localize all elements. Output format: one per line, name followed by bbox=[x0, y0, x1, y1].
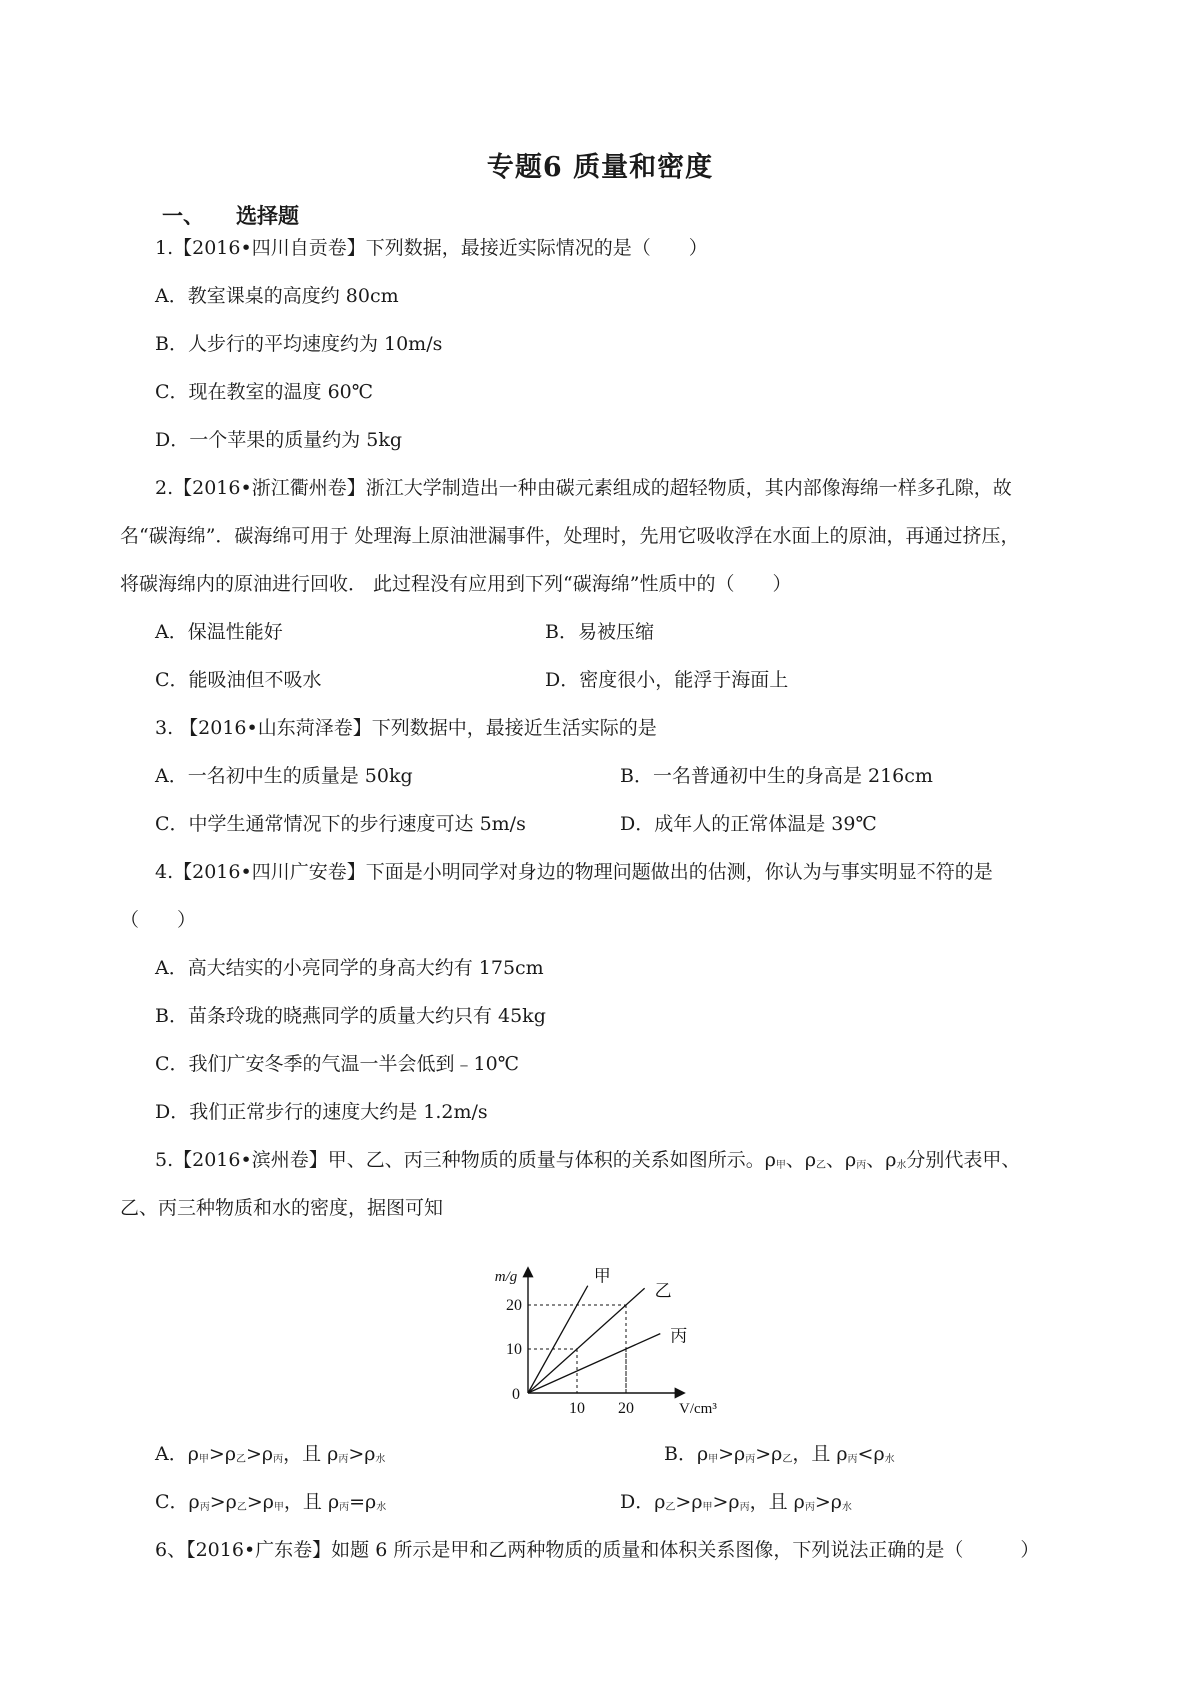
y-tick-label: 10 bbox=[506, 1341, 522, 1358]
q3-option-c: C．中学生通常情况下的步行速度可达 5m/s bbox=[155, 813, 526, 835]
section-number: 一、 bbox=[162, 203, 204, 228]
q6-stem: 6、【2016•广东卷】如题 6 所示是甲和乙两种物质的质量和体积关系图像，下列说法正确的是（ ） bbox=[155, 1539, 1040, 1561]
mass-volume-chart bbox=[488, 1255, 728, 1415]
q3-option-b: B．一名普通初中生的身高是 216cm bbox=[620, 765, 933, 787]
section-label: 选择题 bbox=[236, 203, 299, 228]
series-label-2: 丙 bbox=[670, 1326, 688, 1346]
q5-option-d: D．$\rho_乙>\rho_甲>\rho_丙$，且 $\rho_丙>\rho_水$ bbox=[620, 1491, 852, 1513]
q4-option-c: C．我们广安冬季的气温一半会低到﹣10℃ bbox=[155, 1053, 519, 1075]
x-tick-label: 20 bbox=[618, 1400, 634, 1415]
series-line-1 bbox=[528, 1288, 645, 1393]
q1-option-d: D．一个苹果的质量约为 5kg bbox=[155, 429, 403, 451]
q4-option-b: B．苗条玲珑的晓燕同学的质量大约只有 45kg bbox=[155, 1005, 546, 1027]
x-axis-label: V/cm³ bbox=[679, 1401, 717, 1415]
q2-option-a: A．保温性能好 bbox=[155, 621, 283, 643]
series-line-2 bbox=[528, 1334, 660, 1393]
q2-line-2: 名“碳海绵”．碳海绵可用于 处理海上原油泄漏事件，处理时，先用它吸收浮在水面上的原油，再通过挤压， bbox=[120, 525, 1020, 547]
q1-option-a: A．教室课桌的高度约 80cm bbox=[155, 285, 399, 307]
q5-stem: 5.【2016•滨州卷】甲、乙、丙三种物质的质量与体积的关系如图所示。$\rho_甲$、$\rho_乙$、$\rho_丙$、$\rho_水$分别代表甲、 bbox=[155, 1149, 1021, 1171]
q1-option-c: C．现在教室的温度 60℃ bbox=[155, 381, 374, 403]
q1-option-b: B．人步行的平均速度约为 10m/s bbox=[155, 333, 443, 355]
q2-option-c: C．能吸油但不吸水 bbox=[155, 669, 322, 691]
q3-stem: 3. 【2016•山东菏泽卷】下列数据中，最接近生活实际的是 bbox=[155, 717, 657, 739]
q1-stem: 1.【2016•四川自贡卷】下列数据，最接近实际情况的是（ ） bbox=[155, 237, 708, 259]
series-label-0: 甲 bbox=[593, 1266, 611, 1286]
q2-line-1: 2.【2016•浙江衢州卷】浙江大学制造出一种由碳元素组成的超轻物质，其内部像海绵一样多孔隙，故 bbox=[155, 477, 1012, 499]
series-line-0 bbox=[528, 1286, 588, 1393]
q4-stem: 4.【2016•四川广安卷】下面是小明同学对身边的物理问题做出的估测，你认为与事实明显不符的是 bbox=[155, 861, 993, 883]
y-axis-label: m/g bbox=[494, 1269, 518, 1285]
q5-option-c: C．$\rho_丙>\rho_乙>\rho_甲$，且 $\rho_丙=\rho_水$ bbox=[155, 1491, 387, 1513]
q2-option-d: D．密度很小，能浮于海面上 bbox=[545, 669, 789, 691]
q3-option-a: A．一名初中生的质量是 50kg bbox=[155, 765, 413, 787]
q2-option-b: B．易被压缩 bbox=[545, 621, 654, 643]
x-tick-label: 10 bbox=[569, 1400, 585, 1415]
q4-option-d: D．我们正常步行的速度大约是 1.2m/s bbox=[155, 1101, 488, 1123]
q5-option-b: B．$\rho_甲>\rho_丙>\rho_乙$，且 $\rho_丙<\rho_水$ bbox=[664, 1443, 895, 1465]
q5-option-a: A．$\rho_甲>\rho_乙>\rho_丙$，且 $\rho_丙>\rho_水$ bbox=[155, 1443, 386, 1465]
series-label-1: 乙 bbox=[654, 1281, 672, 1301]
q4-paren: （ ） bbox=[120, 909, 197, 931]
page-title: 专题6 质量和密度 bbox=[486, 152, 714, 183]
q4-option-a: A．高大结实的小亮同学的身高大约有 175cm bbox=[155, 957, 544, 979]
q3-option-d: D．成年人的正常体温是 39℃ bbox=[620, 813, 877, 835]
q2-line-3: 将碳海绵内的原油进行回收． 此过程没有应用到下列“碳海绵”性质中的（ ） bbox=[120, 573, 792, 595]
y-tick-label: 20 bbox=[506, 1297, 522, 1314]
origin-label: 0 bbox=[512, 1386, 520, 1403]
section-heading bbox=[162, 200, 299, 230]
q5-line-2: 乙、丙三种物质和水的密度，据图可知 bbox=[120, 1197, 444, 1219]
